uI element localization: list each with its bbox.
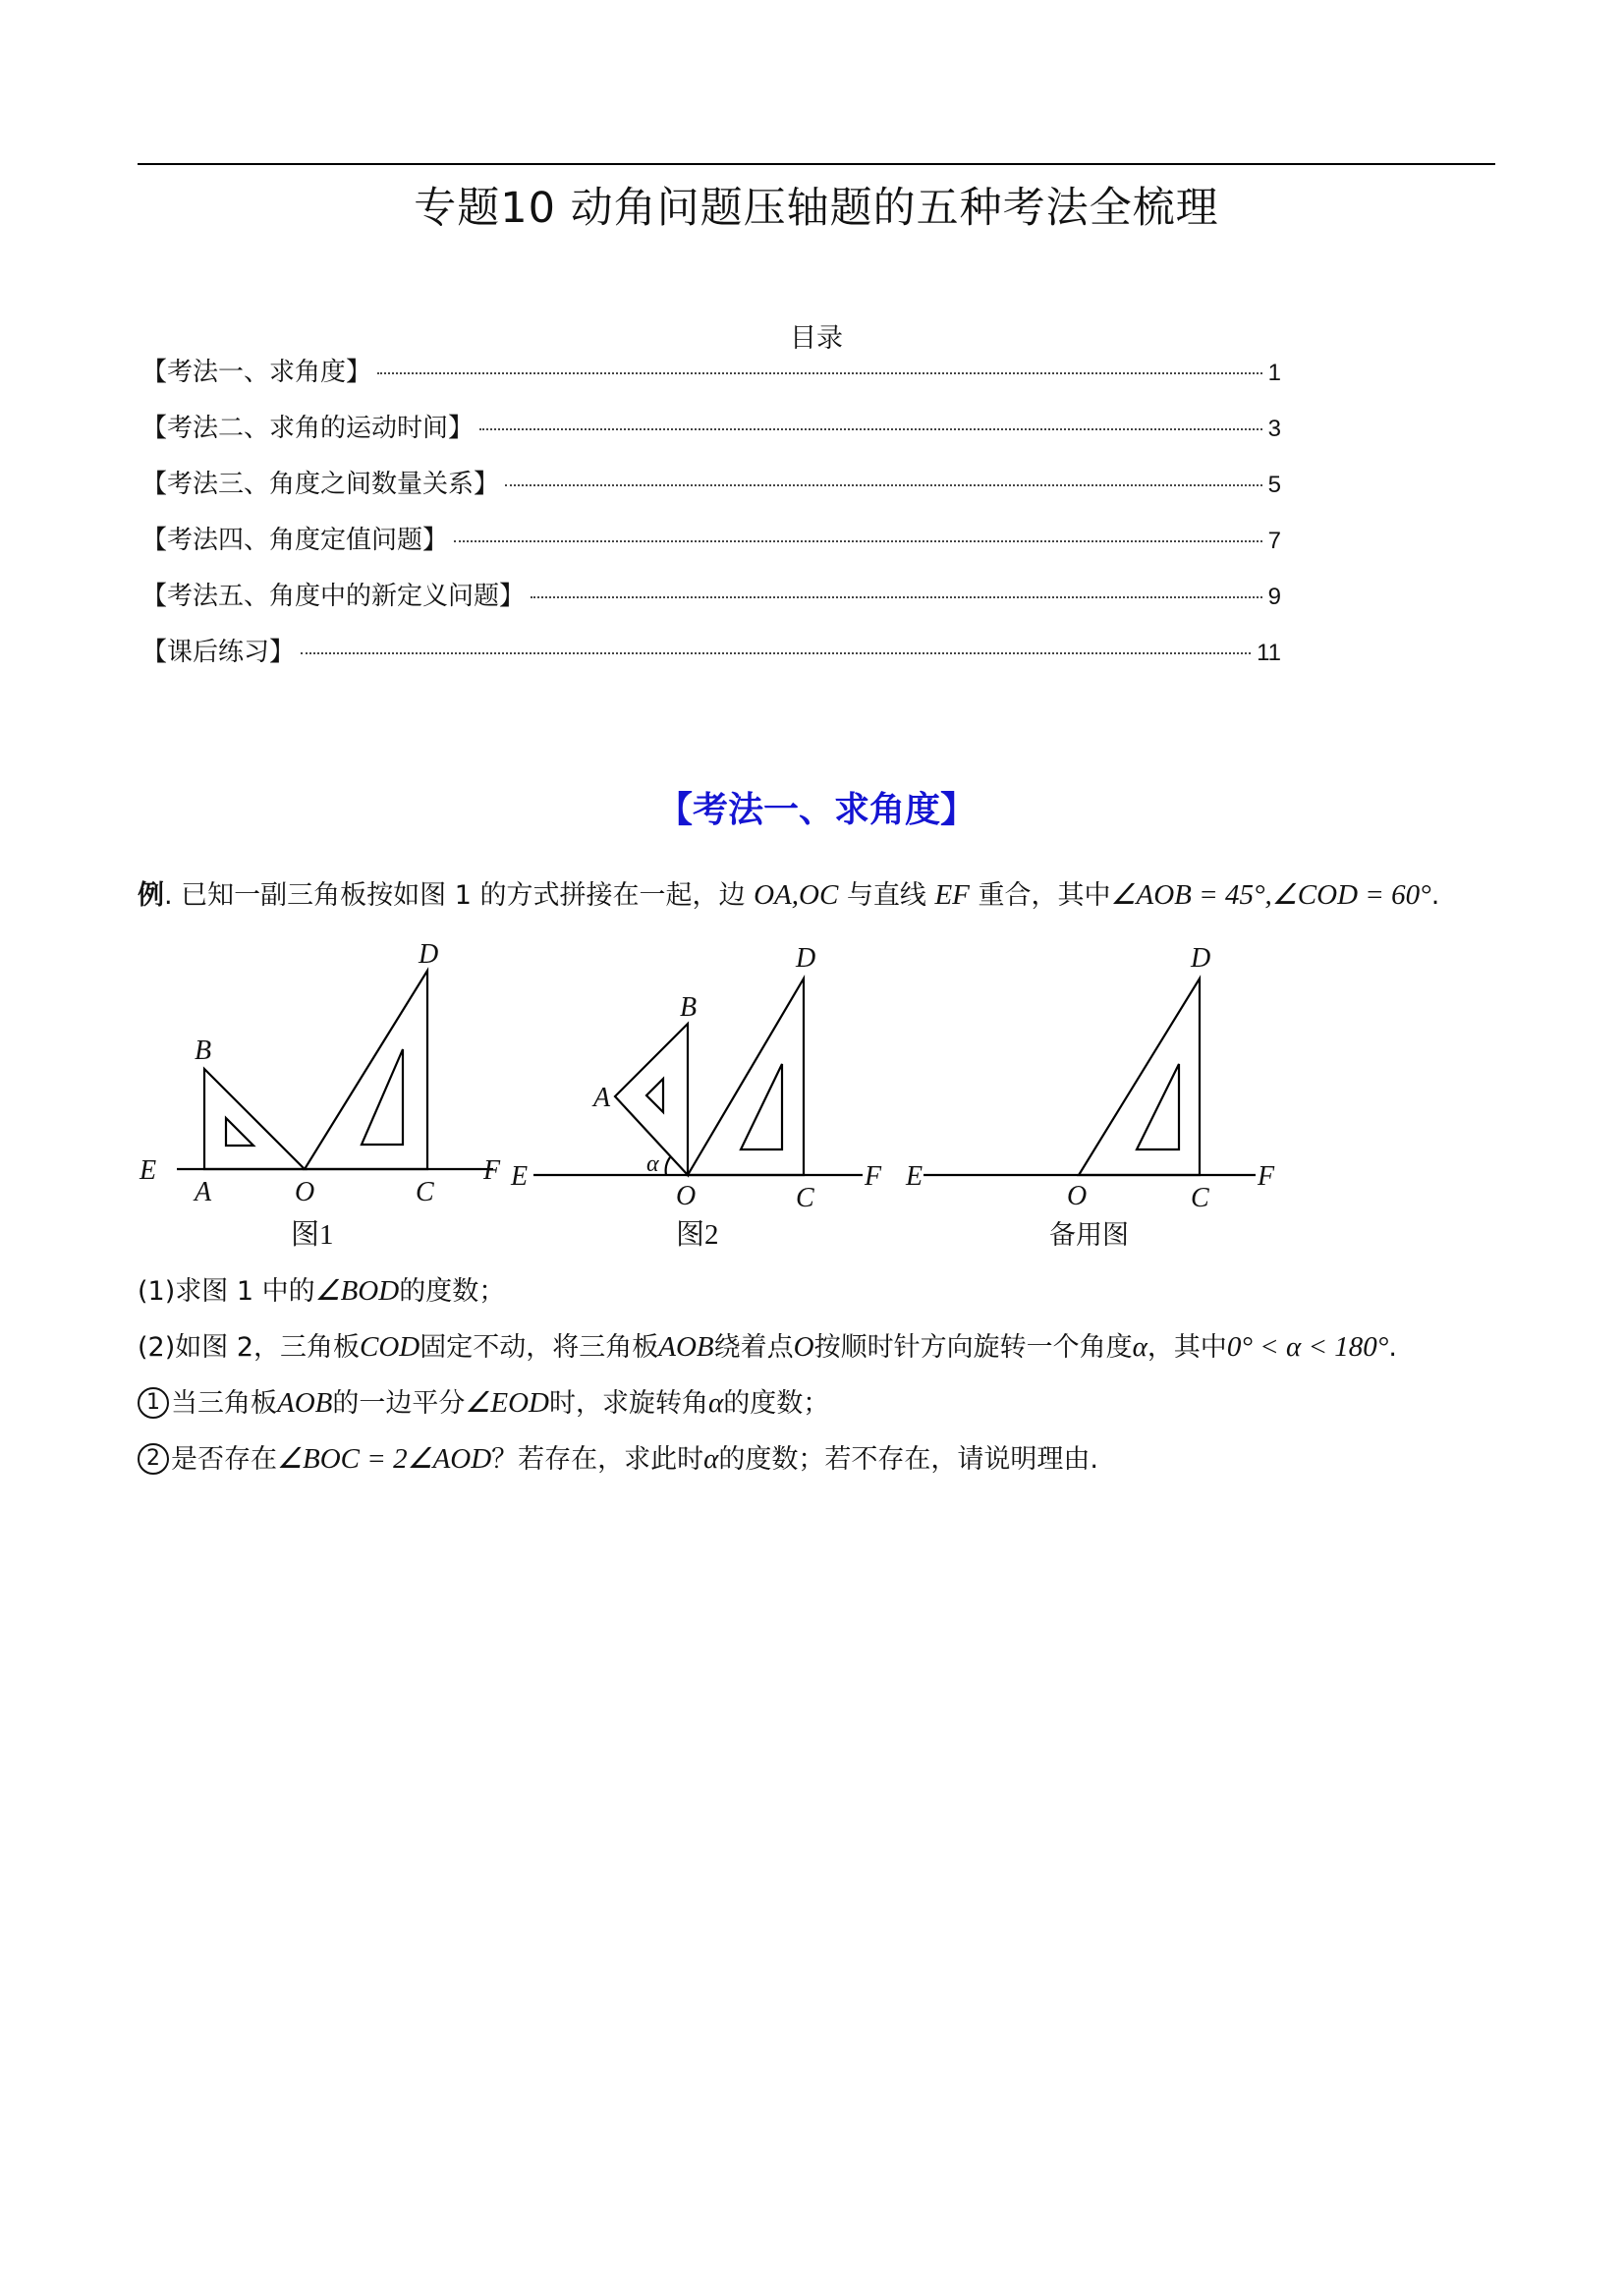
question-text: 时，求旋转角	[548, 1388, 708, 1419]
math-expression: ∠BOC = 2∠AOD	[277, 1443, 492, 1475]
triangle-cod	[688, 979, 804, 1175]
point-label: C	[796, 1183, 814, 1213]
question-text: 的度数；	[723, 1388, 830, 1419]
question-2	[138, 1329, 1397, 1366]
triangle-aob-inner	[646, 1079, 663, 1112]
triangle-aob	[204, 1069, 305, 1169]
point-label: C	[1191, 1183, 1209, 1213]
question-text: 固定不动，将三角板	[420, 1332, 659, 1363]
question-text: 绕着点	[713, 1332, 794, 1363]
toc-entry-label: 【课后练习】	[141, 638, 296, 667]
math-expression: ∠BOD	[314, 1275, 400, 1307]
point-label: E	[140, 1155, 157, 1186]
math-expression: α	[1132, 1331, 1147, 1363]
toc-heading: 目录	[790, 323, 843, 354]
question-2-part-1	[138, 1385, 829, 1422]
point-label: F	[1258, 1161, 1275, 1192]
example-text: 重合，其中	[969, 880, 1111, 911]
point-label: O	[295, 1177, 315, 1207]
triangle-cod-inner	[362, 1049, 403, 1145]
point-label: F	[865, 1161, 882, 1192]
question-text: .	[1388, 1332, 1397, 1363]
point-label: O	[1067, 1181, 1088, 1211]
toc-entry-label: 【考法二、求角的运动时间】	[141, 414, 475, 443]
question-text: 是否存在	[171, 1444, 277, 1475]
question-text: (1)求图 1 中的	[138, 1276, 315, 1307]
math-expression: α	[707, 1387, 724, 1419]
question-text: 的一边平分	[332, 1388, 466, 1419]
triangle-cod	[305, 971, 427, 1169]
point-label: D	[1191, 943, 1211, 974]
math-expression: OA,OC	[754, 879, 839, 911]
alpha-arc	[666, 1157, 670, 1175]
point-label: E	[511, 1161, 529, 1192]
toc-entry-page: 3	[1267, 416, 1281, 442]
question-text: 按顺时针方向旋转一个角度	[813, 1332, 1133, 1363]
math-expression: ∠AOB = 45°,∠COD = 60°	[1110, 879, 1431, 911]
point-label: F	[483, 1155, 501, 1186]
point-label: D	[796, 943, 816, 974]
alpha-label: α	[646, 1151, 659, 1177]
toc-entry-page: 9	[1267, 584, 1281, 610]
figure-caption: 图2	[676, 1219, 719, 1251]
math-expression: EF	[934, 879, 970, 911]
triangle-cod-inner	[741, 1064, 782, 1149]
table-of-contents	[141, 352, 1281, 688]
toc-entry[interactable]	[141, 632, 1281, 688]
toc-leader-dots	[454, 540, 1262, 542]
toc-entry-label: 【考法一、求角度】	[141, 358, 372, 387]
circled-number: 1	[138, 1387, 169, 1419]
triangle-figures	[128, 924, 1307, 1262]
toc-leader-dots	[301, 652, 1251, 654]
question-text: ，其中	[1147, 1332, 1227, 1363]
toc-entry[interactable]	[141, 352, 1281, 408]
math-expression: O	[793, 1331, 814, 1363]
toc-leader-dots	[479, 428, 1262, 430]
example-text: .	[1430, 880, 1440, 911]
toc-entry-page: 1	[1267, 360, 1281, 386]
question-text: 的度数；若不存在，请说明理由.	[718, 1444, 1098, 1475]
question-text: ？若存在，求此时	[491, 1444, 704, 1475]
question-2-part-2	[138, 1441, 1098, 1478]
math-expression: α	[703, 1443, 719, 1475]
triangle-aob-inner	[226, 1118, 253, 1146]
toc-leader-dots	[377, 372, 1262, 374]
point-label: D	[419, 939, 439, 970]
toc-entry-label: 【考法三、角度之间数量关系】	[141, 470, 500, 499]
section-heading: 【考法一、求角度】	[656, 790, 976, 830]
point-label: E	[906, 1161, 923, 1192]
example-statement	[138, 877, 1439, 914]
point-label: O	[676, 1181, 697, 1211]
point-label: C	[416, 1177, 434, 1207]
page-title: 专题10 动角问题压轴题的五种考法全梳理	[414, 184, 1219, 233]
toc-entry-page: 7	[1267, 528, 1281, 554]
figure-caption: 备用图	[1049, 1220, 1129, 1250]
toc-entry[interactable]	[141, 520, 1281, 576]
math-expression: AOB	[277, 1387, 333, 1419]
question-text: 的度数；	[399, 1276, 506, 1307]
toc-leader-dots	[531, 596, 1262, 598]
circled-number: 2	[138, 1443, 169, 1475]
triangle-cod-inner	[1137, 1064, 1179, 1149]
math-expression: COD	[360, 1331, 420, 1363]
toc-leader-dots	[505, 484, 1262, 486]
figure-caption: 图1	[291, 1219, 334, 1251]
example-text: 与直线	[838, 880, 935, 911]
question-1	[138, 1273, 505, 1310]
toc-entry[interactable]	[141, 464, 1281, 520]
header-rule	[138, 163, 1495, 165]
example-lead: 例	[138, 880, 164, 911]
example-text: . 已知一副三角板按如图 1 的方式拼接在一起，边	[164, 880, 755, 911]
toc-entry-page: 11	[1257, 640, 1281, 666]
point-label: B	[680, 992, 698, 1023]
point-label: A	[593, 1083, 611, 1113]
toc-entry-label: 【考法五、角度中的新定义问题】	[141, 582, 526, 611]
point-label: A	[195, 1177, 212, 1207]
toc-entry-label: 【考法四、角度定值问题】	[141, 526, 449, 555]
toc-entry[interactable]	[141, 408, 1281, 464]
point-label: B	[195, 1036, 212, 1066]
math-expression: 0° < α < 180°	[1226, 1331, 1389, 1363]
toc-entry[interactable]	[141, 576, 1281, 632]
math-expression: AOB	[658, 1331, 714, 1363]
question-text: 当三角板	[171, 1388, 277, 1419]
math-expression: ∠EOD	[465, 1387, 549, 1419]
question-text: (2)如图 2，三角板	[138, 1332, 361, 1363]
toc-entry-page: 5	[1267, 472, 1281, 498]
